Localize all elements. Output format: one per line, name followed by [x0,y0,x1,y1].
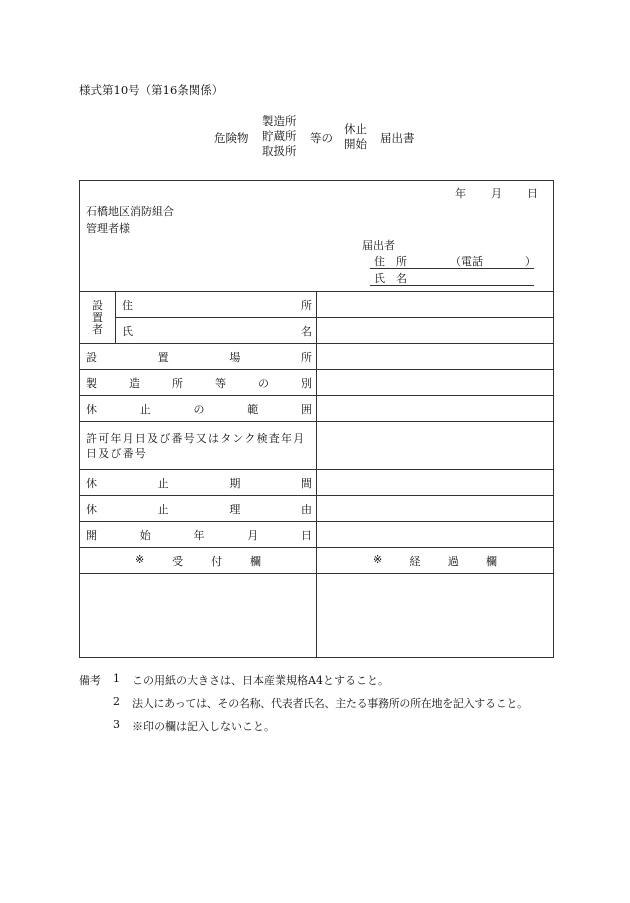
suspension-reason-field[interactable] [317,496,554,522]
suspension-scope-label [80,396,317,422]
address-label-1: 住 [374,255,385,268]
label-char: 由 [300,502,312,516]
title-facility-type: 取扱所 [262,144,297,158]
name-label-2: 名 [396,272,407,285]
label-char: 休 [86,476,97,490]
title-action: 休止 [344,122,367,136]
title-connector: 等の [310,131,333,145]
label-char: 造 [129,376,140,390]
label-char: 製 [86,376,97,390]
label-char: 月 [247,528,259,542]
label-char: 所 [300,350,312,364]
label-char: 経 [409,554,421,568]
installer-name-field[interactable] [317,318,554,344]
phone-close: ） [525,255,536,268]
remarks-label: 備考 [79,674,101,687]
label-char: ※ [373,552,383,566]
date-month: 月 [491,187,502,200]
title-suffix: 届出書 [380,131,415,145]
start-date-field[interactable] [317,522,554,548]
installation-location-field[interactable] [317,344,554,370]
label-char: 別 [301,376,312,390]
label-char: 設 [86,350,97,364]
title-actions [344,122,367,152]
header-cell [80,181,554,292]
phone-label: （電話 [450,255,483,268]
facility-type-field[interactable] [317,370,554,396]
label-char: 開 [86,528,97,542]
label-char: 理 [229,502,241,516]
installer-address-field[interactable] [317,292,554,318]
remark-number: 3 [113,718,120,731]
label-char: 囲 [301,402,312,416]
label-char: 住 [122,298,133,312]
installer-char: 者 [92,322,103,336]
notifier-address-line[interactable] [370,253,534,269]
remark-text: ※印の欄は記入しないこと。 [132,720,275,733]
name-label-1: 氏 [374,272,385,285]
label-char: 氏 [122,324,133,338]
remark-text: 法人にあっては、その名称、代表者氏名、主たる事務所の所在地を記入すること。 [132,697,528,710]
recipient-org: 石橋地区消防組合 [86,205,174,218]
label-char: 所 [301,298,312,312]
installer-char: 置 [92,310,103,324]
label-char: の [258,376,269,390]
suspension-period-label [80,470,317,496]
label-char: 止 [157,476,169,490]
label-char: 欄 [485,554,497,568]
label-char: 等 [215,376,226,390]
recipient-title: 管理者様 [86,222,130,235]
remark-number: 1 [113,672,120,685]
date-day: 日 [527,187,538,200]
start-date-label [80,522,317,548]
installation-location-label [80,344,317,370]
title-facility-type: 製造所 [262,114,297,128]
label-char: 止 [139,402,151,416]
label-char: 休 [86,402,97,416]
title-prefix: 危険物 [214,131,249,145]
progress-header [317,548,554,574]
title-facility-type: 貯蔵所 [262,129,297,143]
label-char: 年 [193,528,205,542]
permit-number-label: 許可年月日及び番号又はタンク検査年月日及び番号 [80,422,317,470]
notification-form-table [79,180,554,658]
title-facility-types [262,114,297,159]
remark-text: この用紙の大きさは、日本産業規格A4とすること。 [132,674,389,687]
label-char: 休 [86,502,97,516]
label-char: 付 [211,554,223,568]
label-char: 欄 [249,554,261,568]
address-label-2: 所 [396,255,407,268]
notifier-name-line[interactable] [370,270,534,286]
label-char: 期 [229,476,241,490]
installer-address-label [116,292,317,318]
label-char: 止 [157,502,169,516]
installer-name-label [116,318,317,344]
progress-field[interactable] [317,574,554,658]
reception-header [80,548,317,574]
label-char: 間 [300,476,312,490]
label-char: 名 [301,324,312,338]
notifier-label: 届出者 [362,239,395,252]
facility-type-label [80,370,317,396]
suspension-period-field[interactable] [317,470,554,496]
label-char: 置 [157,350,169,364]
label-char: 範 [247,402,259,416]
label-char: 日 [301,528,312,542]
remark-number: 2 [113,695,120,708]
date-year: 年 [455,187,466,200]
installer-group-label [80,292,116,344]
installer-char: 設 [92,298,103,312]
label-char: 受 [172,554,184,568]
label-char: 過 [447,554,459,568]
form-number: 様式第10号（第16条関係） [79,83,224,97]
label-char: 場 [229,350,241,364]
suspension-reason-label [80,496,317,522]
label-char: ※ [135,552,145,566]
reception-field[interactable] [80,574,317,658]
label-char: 始 [139,528,151,542]
permit-number-field[interactable] [317,422,554,470]
label-char: の [193,402,205,416]
title-action: 開始 [344,137,367,151]
label-char: 所 [172,376,183,390]
suspension-scope-field[interactable] [317,396,554,422]
